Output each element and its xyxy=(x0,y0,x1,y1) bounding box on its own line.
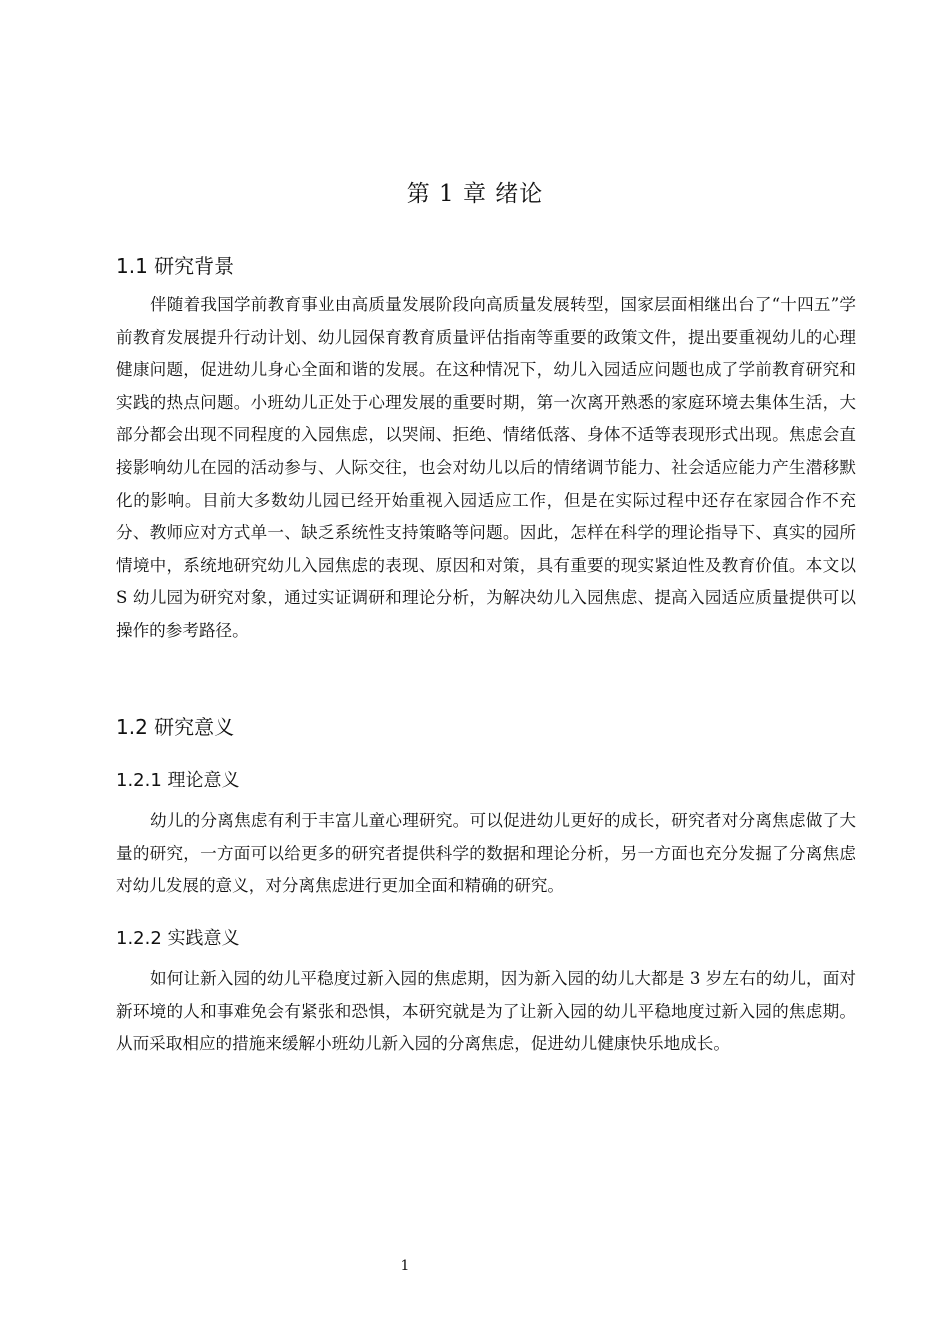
paragraph-theoretical: 幼儿的分离焦虑有利于丰富儿童心理研究。可以促进幼儿更好的成长，研究者对分离焦虑做了大量的研究，一方面可以给更多的研究者提供科学的数据和理论分析，另一方面也充分发掘了分离焦虑对幼儿发展的意义，对分离焦虑进行更加全面和精确的研究。 xyxy=(116,811,856,896)
page-number: 1 xyxy=(400,1258,410,1274)
section-heading-background: 1.1 研究背景 xyxy=(116,254,235,278)
subsection-heading-theoretical: 1.2.1 理论意义 xyxy=(116,770,240,791)
section-heading-significance: 1.2 研究意义 xyxy=(116,715,235,739)
paragraph-practical: 如何让新入园的幼儿平稳度过新入园的焦虑期，因为新入园的幼儿大都是 3 岁左右的幼儿，面对新环境的人和事难免会有紧张和恐惧，本研究就是为了让新入园的幼儿平稳地度过新入园的焦虑期。从而采取相应的措施来缓解小班幼儿新入园的分离焦虑，促进幼儿健康快乐地成长。 xyxy=(116,969,856,1054)
chapter-title: 第 1 章 绪论 xyxy=(406,181,544,207)
subsection-heading-practical: 1.2.2 实践意义 xyxy=(116,928,240,949)
paragraph-background: 伴随着我国学前教育事业由高质量发展阶段向高质量发展转型，国家层面相继出台了“十四五”学前教育发展提升行动计划、幼儿园保育教育质量评估指南等重要的政策文件，提出要重视幼儿的心理健康问题，促进幼儿身心全面和谐的发展。在这种情况下，幼儿入园适应问题也成了学前教育研究和实践的热点问题。小班幼儿正处于心理发展的重要时期，第一次离开熟悉的家庭环境去集体生活，大部分都会出现不同程度的入园焦虑，以哭闹、拒绝、情绪低落、身体不适等表现形式出现。焦虑会直接影响幼儿在园的活动参与、人际交往，也会对幼儿以后的情绪调节能力、社会适应能力产生潜移默化的影响。目前大多数幼儿园已经开始重视入园适应工作，但是在实际过程中还存在家园合作不充分、教师应对方式单一、缺乏系统性支持策略等问题。因此，怎样在科学的理论指导下、真实的园所情境中，系统地研究幼儿入园焦虑的表现、原因和对策，具有重要的现实紧迫性及教育价值。本文以 S 幼儿园为研究对象，通过实证调研和理论分析，为解决幼儿入园焦虑、提高入园适应质量提供可以操作的参考路径。 xyxy=(116,295,856,640)
